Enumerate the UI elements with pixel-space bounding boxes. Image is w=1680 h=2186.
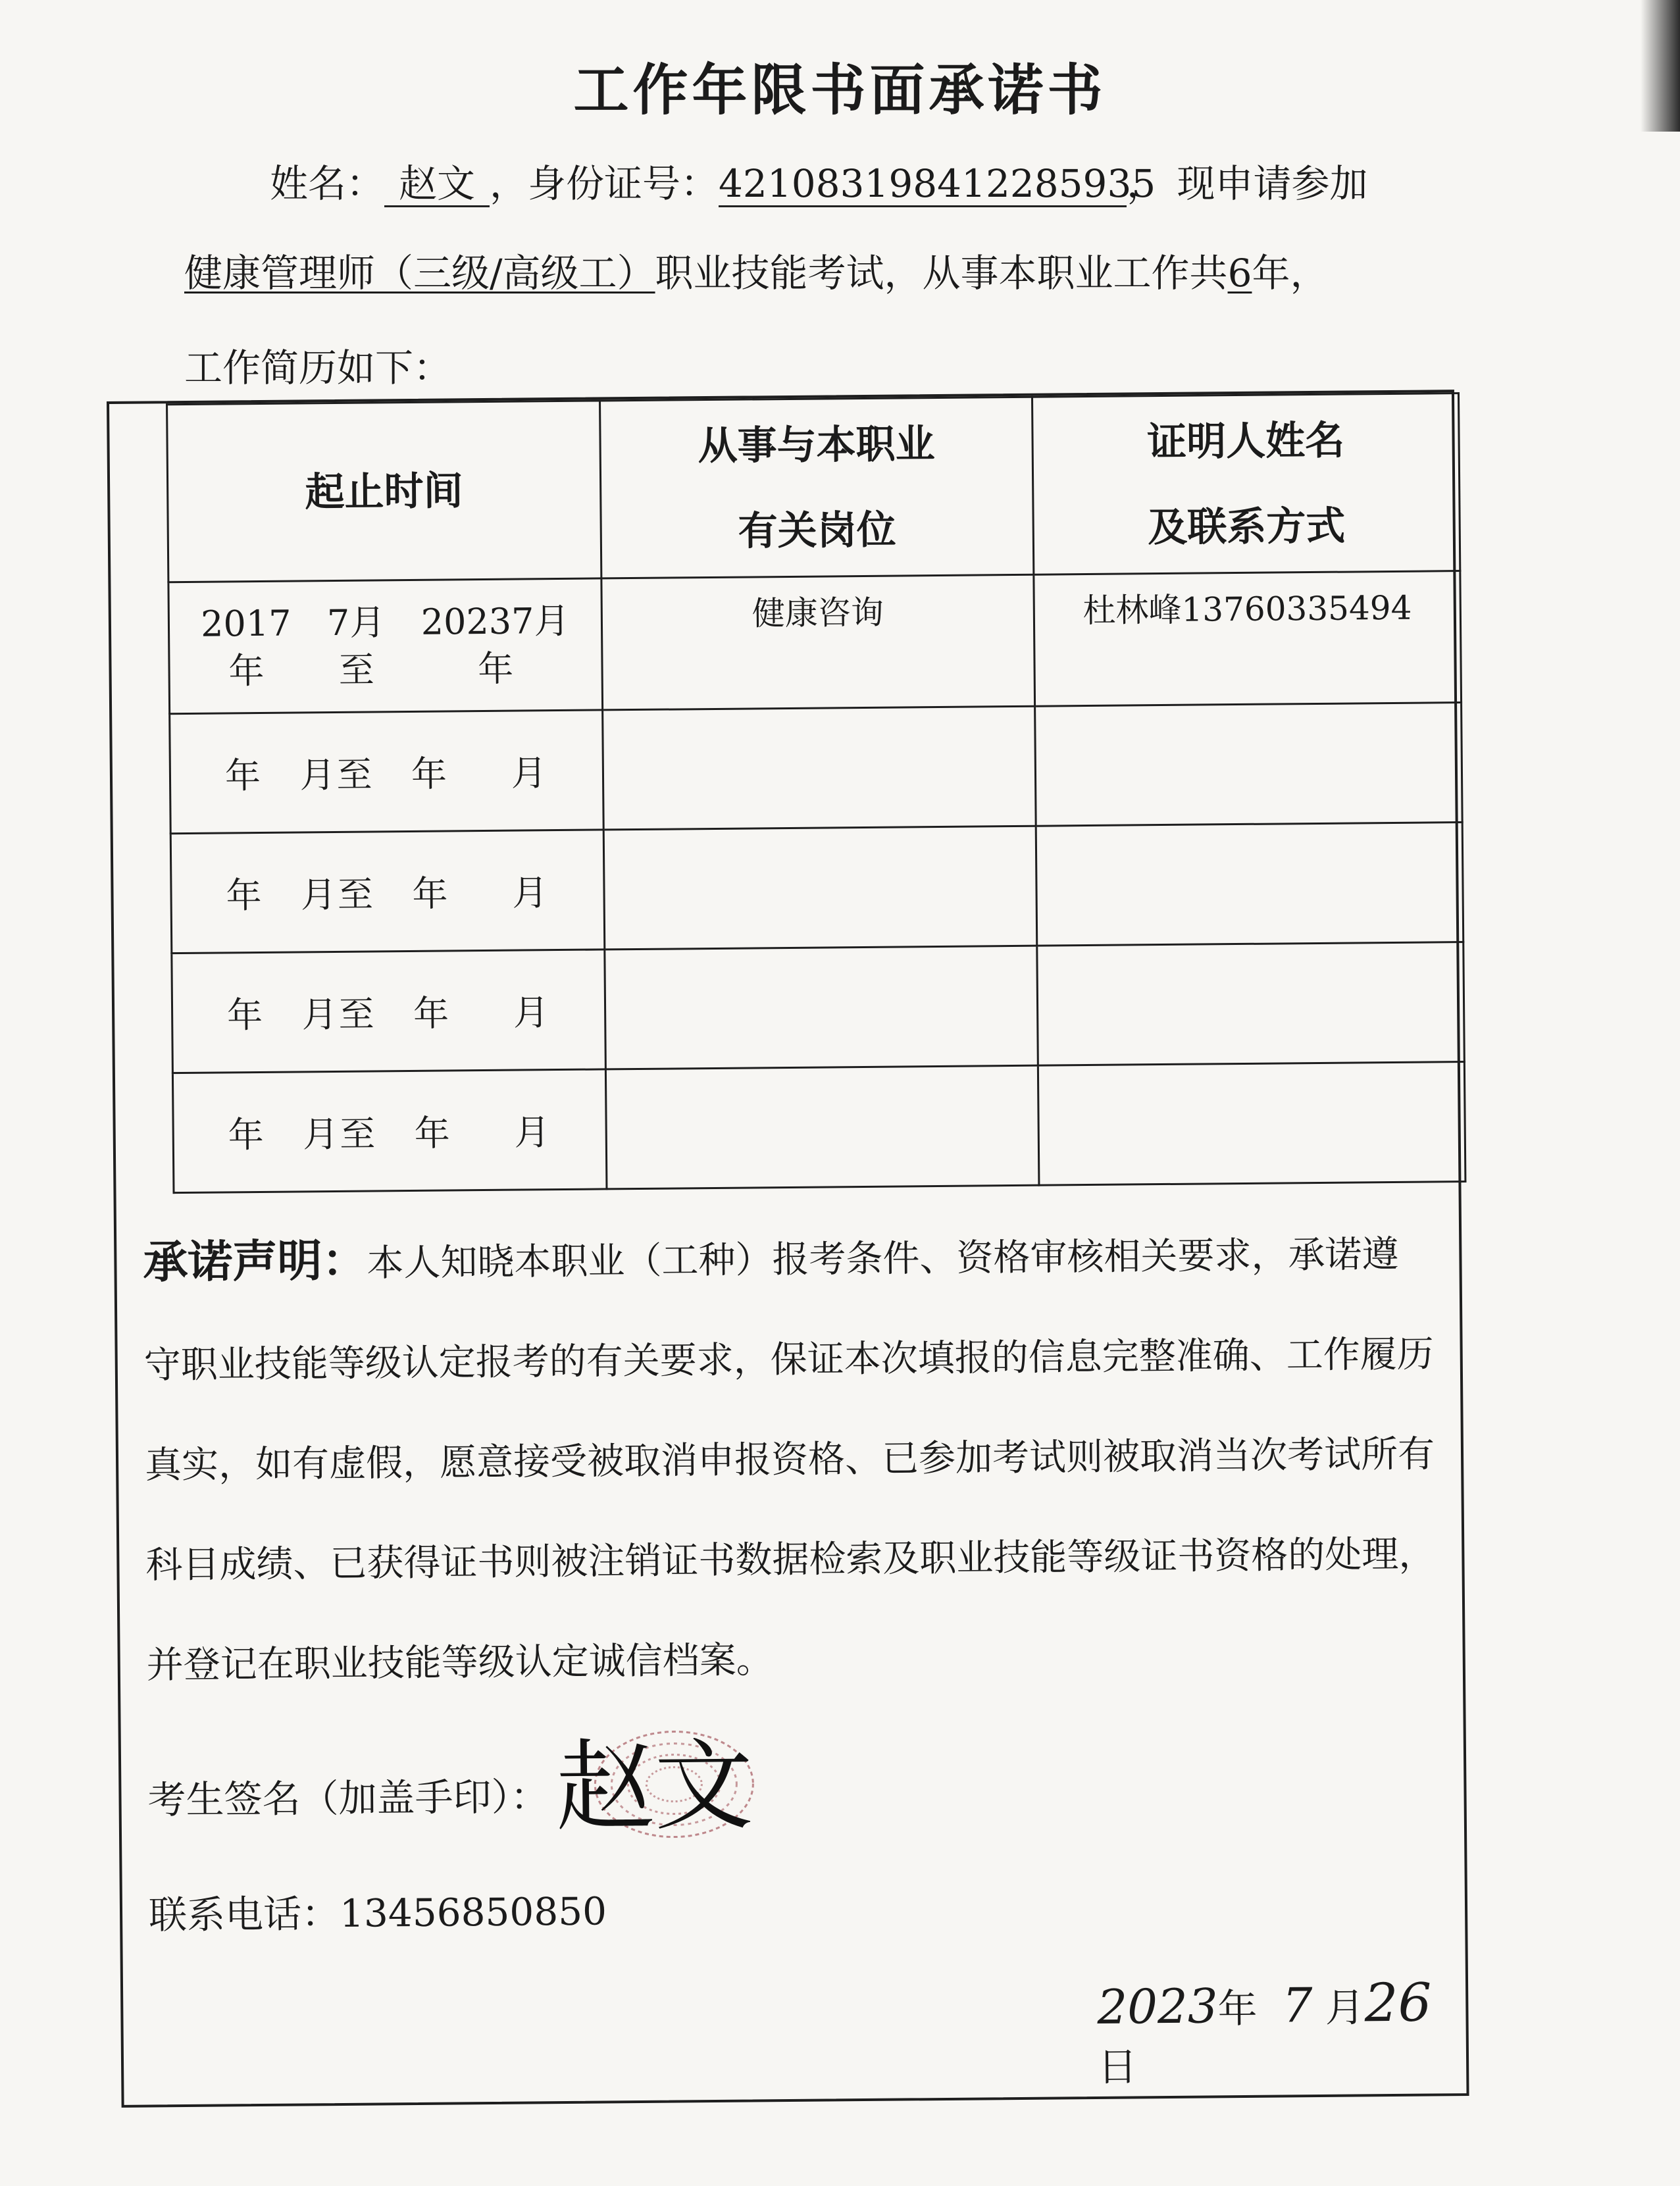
signature-line	[147, 1766, 549, 1824]
table-row	[170, 823, 1464, 953]
years-suffix: 年，	[1252, 251, 1329, 295]
header-period: 起止时间	[167, 401, 601, 582]
date-day-unit: 日	[1097, 2044, 1138, 2091]
apply-text: ， 现申请参加	[1127, 161, 1368, 206]
period-cell: 2017 年 7月 至 20237月 年	[168, 578, 602, 714]
witness-cell: 杜林峰13760335494	[1034, 571, 1461, 707]
years-field: 6	[1227, 251, 1252, 295]
date-day: 26	[1364, 1971, 1432, 2034]
fingerprint-signature-icon	[542, 1721, 767, 1854]
id-label: ，身份证号：	[490, 161, 719, 206]
date-month-unit: 月	[1325, 1985, 1365, 2031]
sign-date	[1097, 1971, 1467, 2093]
signature-label: 考生签名（加盖手印）：	[147, 1774, 549, 1823]
period-cell: 年 月至 年 月	[170, 710, 603, 834]
declaration-text: 本人知晓本职业（工种）报考条件、资格审核相关要求，承诺遵守职业技能等级认定报考的有关要求，保证本次填报的信息完整准确、工作履历真实，如有虚假，愿意接受被取消申报资格、已参加考试则被取消当次考试所有科目成绩、已获得证书则被注销证书数据检索及职业技能等级证书资格的处理， 并登记在职业技能等级认定诚信档案。	[143, 1233, 1436, 1687]
position-cell: 健康咨询	[601, 574, 1035, 710]
exam-text: 职业技能考试，从事本职业工作共	[655, 251, 1228, 295]
witness-cell	[1037, 942, 1464, 1066]
work-history-table	[166, 392, 1466, 1194]
table-row	[168, 571, 1462, 714]
date-year: 2023	[1096, 1978, 1218, 2035]
handwritten-name: 赵文	[555, 1729, 754, 1846]
start-month: 7月	[326, 601, 386, 644]
period-cell: 年 月至 年 月	[170, 830, 604, 953]
period-cell: 年 月至 年 月	[172, 950, 605, 1073]
witness-cell	[1036, 823, 1463, 946]
id-number-field: 421083198412285935	[719, 161, 1156, 206]
table-row	[172, 1062, 1465, 1193]
applicant-line-2	[184, 242, 1328, 297]
table-row	[170, 703, 1463, 834]
header-witness: 证明人姓名 及联系方式	[1032, 394, 1460, 575]
applicant-line-1	[270, 153, 1367, 208]
date-month: 7	[1282, 1977, 1313, 2033]
position-cell	[605, 946, 1038, 1069]
witness-cell	[1038, 1062, 1465, 1186]
position-cell	[602, 706, 1036, 830]
contact-line	[149, 1880, 607, 1939]
declaration-block	[116, 1202, 1464, 1716]
witness-cell	[1035, 703, 1462, 826]
date-year-unit: 年	[1217, 1985, 1258, 2033]
start-year: 2017	[200, 602, 292, 645]
name-label: 姓名：	[270, 161, 385, 206]
contact-label: 联系电话：	[148, 1891, 340, 1938]
history-intro: 工作简历如下：	[184, 345, 452, 390]
name-field: 赵文	[384, 163, 490, 207]
declaration-heading: 承诺声明：	[143, 1234, 367, 1289]
document-title: 工作年限书面承诺书	[573, 58, 1107, 122]
position-cell	[605, 1065, 1039, 1189]
period-cell: 年 月至 年 月	[172, 1069, 606, 1193]
table-row	[172, 942, 1465, 1073]
header-position: 从事与本职业 有关岗位	[599, 397, 1034, 578]
end-year: 2023	[420, 600, 512, 643]
end-month: 7月	[511, 599, 570, 642]
contact-phone: 13456850850	[339, 1889, 607, 1936]
position-cell	[603, 826, 1037, 950]
table-header-row	[167, 394, 1460, 582]
occupation-field: 健康管理师（三级/高级工）	[184, 251, 655, 295]
form-frame	[107, 390, 1469, 2108]
